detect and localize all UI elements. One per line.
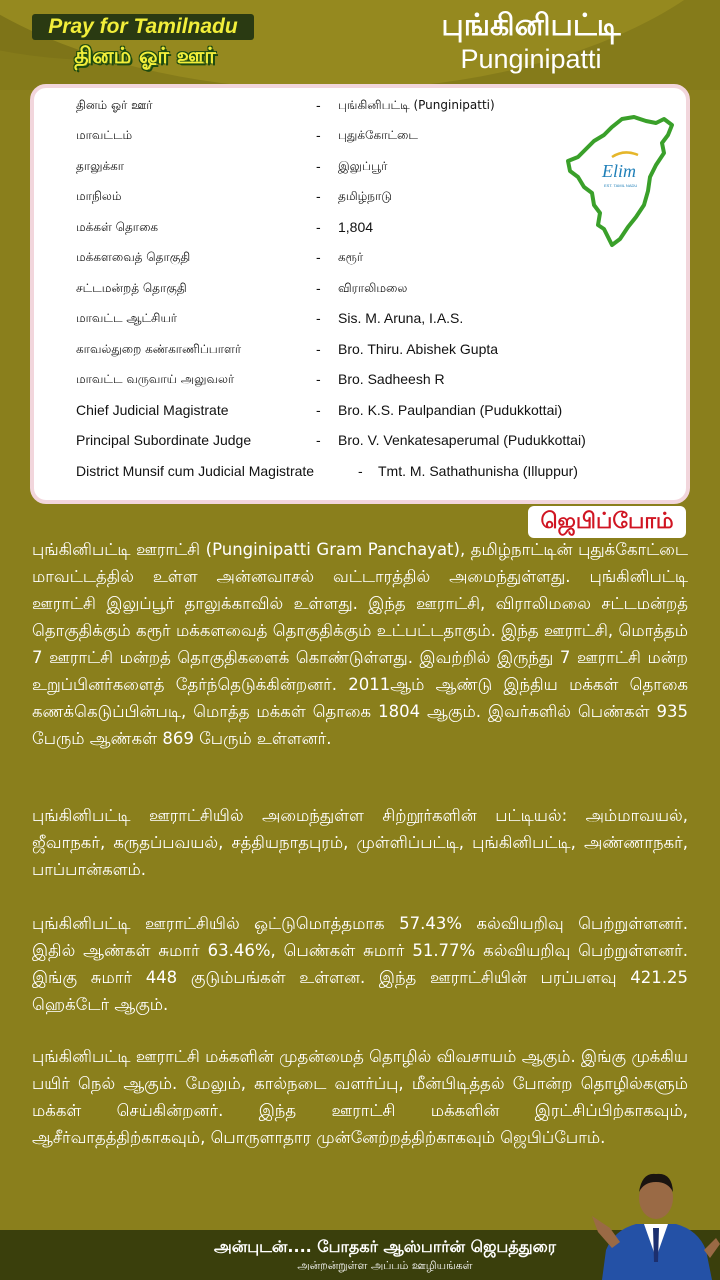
- info-dash: -: [316, 188, 321, 204]
- paragraph-occupation: புங்கினிபட்டி ஊராட்சி மக்களின் முதன்மைத் தொழில் விவசாயம் ஆகும். இங்கு முக்கிய பயிர் நெல் ஆகும். மேலும், கால்நடை வளர்ப்பு, மீன்பிடித்தல் போன்ற தொழில்களும் மக்கள் செய்கின்றனர். இந்த ஊராட்சி மக்களின் இரட்சிப்பிற்காகவும், ஆசீர்வாதத்திற்காகவும், பொருளாதார முன்னேற்றத்திற்காகவும் ஜெபிப்போம்.: [32, 1047, 688, 1147]
- info-dash: -: [316, 127, 321, 143]
- page-title-tamil: புங்கினிபட்டி: [441, 8, 621, 43]
- info-card: [30, 84, 690, 504]
- info-value: Bro. Sadheesh R: [338, 371, 445, 387]
- info-dash: -: [316, 158, 321, 174]
- info-value: Bro. V. Venkatesaperumal (Pudukkottai): [338, 432, 586, 448]
- page-title-english: Punginipatti: [460, 44, 602, 74]
- info-label: மாவட்டம்: [76, 128, 133, 142]
- logo-pray-for-tamilnadu: Pray for Tamilnadu: [32, 14, 254, 40]
- footer-signature: அன்புடன்.... போதகர் ஆஸ்பார்ன் ஜெபத்துரை: [213, 1237, 557, 1256]
- info-dash: -: [316, 97, 321, 113]
- info-label: Chief Judicial Magistrate: [76, 402, 229, 418]
- info-dash: -: [316, 341, 321, 357]
- info-dash: -: [316, 249, 321, 265]
- info-value: Bro. Thiru. Abishek Gupta: [338, 341, 499, 357]
- info-dash: -: [316, 432, 321, 448]
- info-label: மாவட்ட வருவாய் அலுவலர்: [76, 372, 235, 386]
- paragraph-villages: புங்கினிபட்டி ஊராட்சியில் அமைந்துள்ள சிற்றூர்களின் பட்டியல்: அம்மாவயல், ஜீவாநகர், கருதப்பவயல், சத்தியநாதபுரம், முள்ளிப்பட்டி, புங்கினிபட்டி, அண்ணாநகர், பாப்பான்களம்.: [32, 806, 688, 879]
- paragraph-literacy: புங்கினிபட்டி ஊராட்சியில் ஒட்டுமொத்தமாக 57.43% கல்வியறிவு பெற்றுள்ளனர். இதில் ஆண்கள் சுமார் 63.46%, பெண்கள் சுமார் 51.77% கல்வியறிவு பெற்றுள்ளனர். இங்கு சுமார் 448 குடும்பங்கள் உள்ளன. இந்த ஊராட்சியின் பரப்பளவு 421.25 ஹெக்டேர் ஆகும்.: [32, 914, 688, 1014]
- info-value: Sis. M. Aruna, I.A.S.: [338, 310, 464, 326]
- pray-badge: ஜெபிப்போம்: [528, 506, 686, 538]
- info-label: Principal Subordinate Judge: [76, 432, 252, 448]
- info-value: Tmt. M. Sathathunisha (Illuppur): [378, 463, 578, 479]
- info-value: தமிழ்நாடு: [338, 189, 392, 203]
- info-label: தாலுக்கா: [76, 159, 125, 173]
- info-value: கரூர்: [338, 250, 364, 264]
- info-value: புதுக்கோட்டை: [338, 128, 418, 142]
- info-dash: -: [358, 463, 363, 479]
- info-label: மக்கள் தொகை: [76, 220, 159, 234]
- info-label: மாநிலம்: [76, 189, 122, 203]
- info-value: விராலிமலை: [338, 281, 408, 295]
- info-label: மக்களவைத் தொகுதி: [76, 250, 191, 264]
- logo-dinam-oor-oor: தினம் ஓர் ஊர்: [74, 44, 216, 69]
- tamilnadu-map-icon: [564, 113, 679, 253]
- info-label: காவல்துறை கண்காணிப்பாளர்: [76, 342, 242, 356]
- info-value: இலுப்பூர்: [338, 159, 388, 173]
- footer-ministry: அன்றன்றுள்ள அப்பம் ஊழியங்கள்: [297, 1259, 473, 1272]
- svg-text:EST. TAMIL NADU: EST. TAMIL NADU: [604, 183, 638, 188]
- info-label: தினம் ஓர் ஊர்: [76, 98, 153, 112]
- info-dash: -: [316, 310, 321, 326]
- info-dash: -: [316, 219, 321, 235]
- preacher-photo: [592, 1158, 720, 1280]
- map-logo-text: Elim: [602, 161, 636, 181]
- info-dash: -: [316, 371, 321, 387]
- paragraph-intro: புங்கினிபட்டி ஊராட்சி (Punginipatti Gram Panchayat), தமிழ்நாட்டின் புதுக்கோட்டை மாவட்டத்தில் உள்ள அன்னவாசல் வட்டாரத்தில் அமைந்துள்ளது. புங்கினிபட்டி ஊராட்சி இலுப்பூர் தாலுக்காவில் உள்ளது. இந்த ஊராட்சி, விராலிமலை சட்டமன்றத் தொகுதிக்கும் கரூர் மக்களவைத் தொகுதிக்கும் உட்பட்டதாகும். இந்த ஊராட்சி, மொத்தம் 7 ஊராட்சி மன்றத் தொகுதிகளைக் கொண்டுள்ளது. இவற்றில் இருந்து 7 ஊராட்சி மன்ற உறுப்பினர்களைத் தேர்ந்தெடுக்கின்றனர். 2011ஆம் ஆண்டு இந்திய மக்கள் தொகை கணக்கெடுப்பின்படி, மொத்த மக்கள் தொகை 1804 ஆகும். இவர்களில் பெண்கள் 935 பேரும் ஆண்கள் 869 பேரும் உள்ளனர்.: [32, 540, 688, 748]
- info-dash: -: [316, 402, 321, 418]
- info-value: 1,804: [338, 219, 374, 235]
- info-value: Bro. K.S. Paulpandian (Pudukkottai): [338, 402, 563, 418]
- info-label: District Munsif cum Judicial Magistrate: [76, 463, 315, 479]
- info-label: சட்டமன்றத் தொகுதி: [76, 281, 187, 295]
- info-dash: -: [316, 280, 321, 296]
- info-label: மாவட்ட ஆட்சியர்: [76, 311, 178, 325]
- info-value: புங்கினிபட்டி (Punginipatti): [338, 98, 495, 112]
